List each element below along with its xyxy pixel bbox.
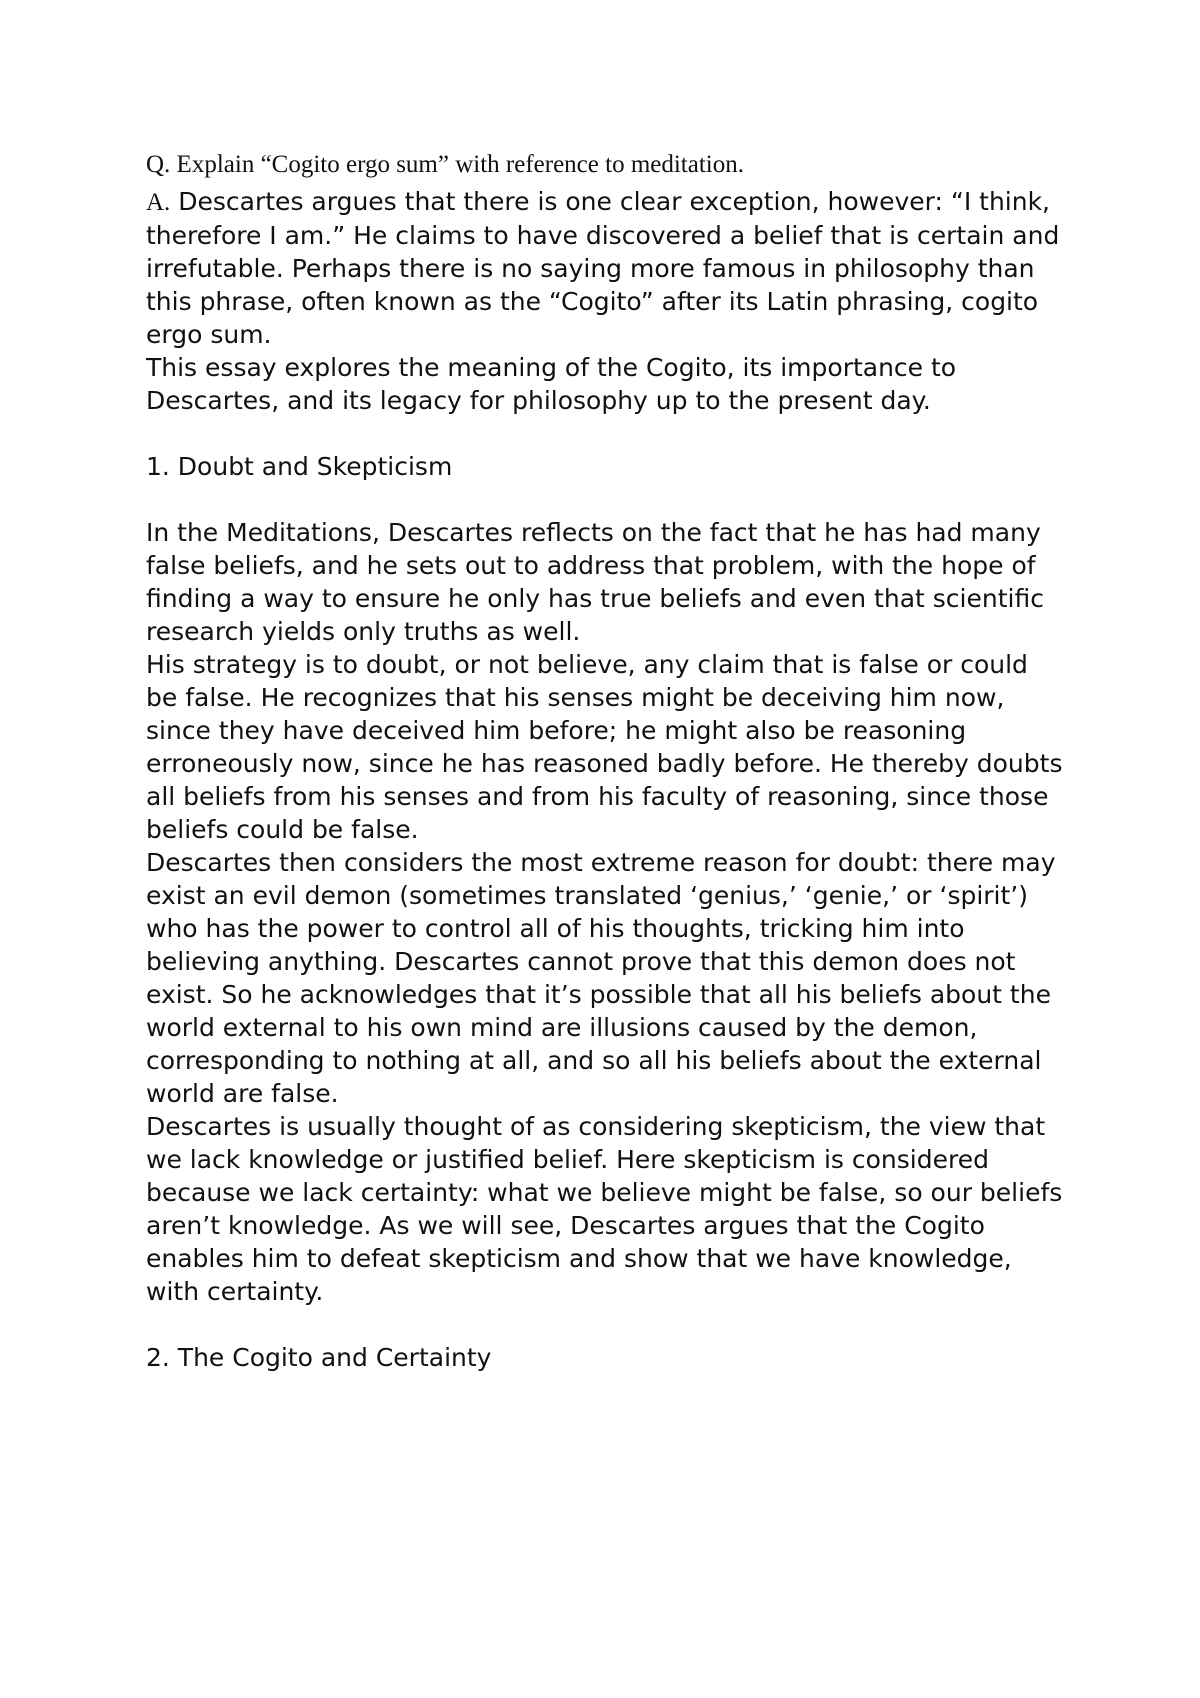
- body-paragraph: His strategy is to doubt, or not believe, any claim that is false or could be false. He recognizes that his senses might be deceiving him now, since they have deceived him before; he might also be reasoning erroneously now, since he has reasoned badly before. He thereby doubts all beliefs from his senses and from his faculty of reasoning, since those beliefs could be false.: [146, 650, 1063, 844]
- body-paragraph: In the Meditations, Descartes reflects on the fact that he has had many false beliefs, and he sets out to address that problem, with the hope of finding a way to ensure he only has true beliefs and even that scientific research yields only truths as well.: [146, 518, 1044, 646]
- body-paragraph: Descartes then considers the most extreme reason for doubt: there may exist an evil demon (sometimes translated ‘genius,’ ‘genie,’ or ‘spirit’) who has the power to control all of his thoughts, tricking him into believing anything. Descartes cannot prove that this demon does not exist. So he acknowledges that it’s possible that all his beliefs about the world external to his own mind are illusions caused by the demon, corresponding to nothing at all, and so all his beliefs about the external world are false.: [146, 848, 1056, 1108]
- section-heading-cogito: 2. The Cogito and Certainty: [146, 1343, 492, 1372]
- intro-paragraph: This essay explores the meaning of the Cogito, its importance to Descartes, and its legacy for philosophy up to the present day.: [146, 353, 957, 415]
- spacer: [146, 483, 1066, 516]
- answer-paragraph: [146, 185, 1066, 351]
- spacer: [146, 417, 1066, 450]
- body-paragraph: Descartes is usually thought of as considering skepticism, the view that we lack knowledge or justified belief. Here skepticism is considered because we lack certainty: what we believe might be false, so our beliefs aren’t knowledge. As we will see, Descartes argues that the Cogito enables him to defeat skepticism and show that we have knowledge, with certainty.: [146, 1112, 1063, 1306]
- answer-prefix: A.: [146, 189, 171, 216]
- question-line: Q. Explain “Cogito ergo sum” with reference to meditation.: [146, 151, 744, 178]
- answer-text: Descartes argues that there is one clear exception, however: “I think, therefore I am.” He claims to have discovered a belief that is certain and irrefutable. Perhaps there is no saying more famous in philosophy than this phrase, often known as the “Cogito” after its Latin phrasing, cogito ergo sum.: [146, 187, 1060, 349]
- section-heading-doubt: 1. Doubt and Skepticism: [146, 452, 453, 481]
- spacer: [146, 1308, 1066, 1341]
- document-body: [146, 148, 1066, 1374]
